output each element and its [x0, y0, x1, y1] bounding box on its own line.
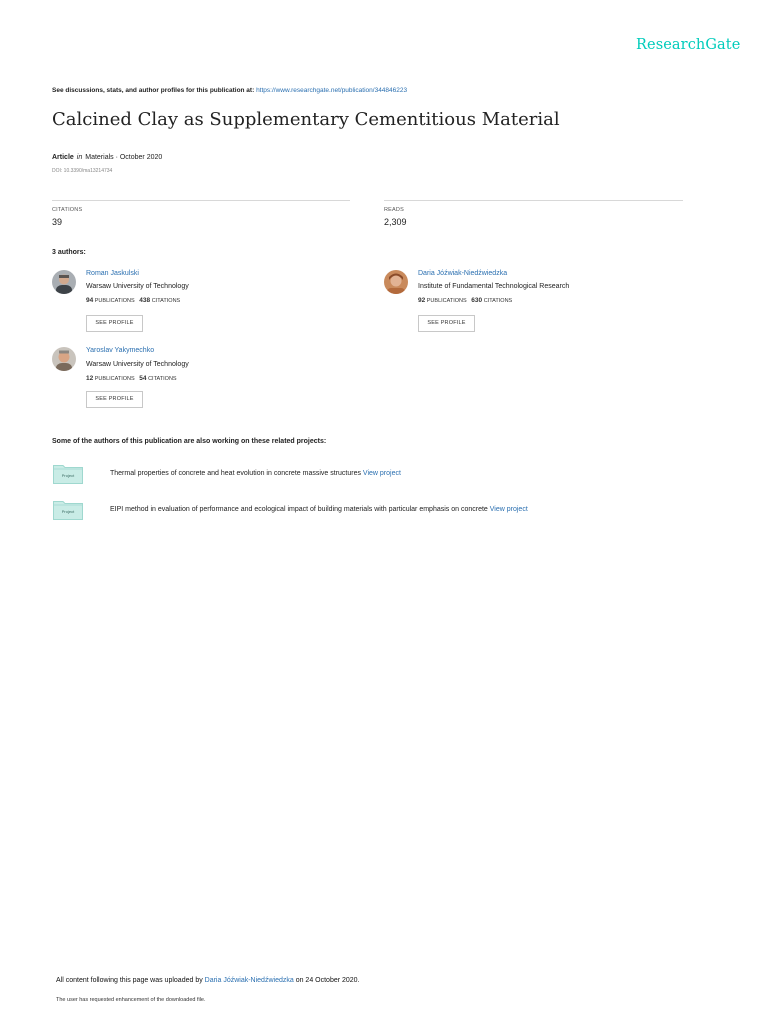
publication-title: Calcined Clay as Supplementary Cementitious Material	[52, 109, 560, 130]
project-title: EIPI method in evaluation of performance and ecological impact of building materials with particular emphasis on concrete	[110, 506, 490, 513]
journal-date: Materials · October 2020	[85, 154, 163, 161]
article-type: Article	[52, 154, 74, 161]
project-folder-icon	[53, 464, 83, 484]
author-avatar[interactable]	[52, 270, 76, 294]
project-icon-label: Project	[61, 509, 75, 514]
author-institution: Institute of Fundamental Technological Research	[418, 283, 570, 290]
publications-count: 94	[86, 297, 94, 304]
reads-divider	[384, 200, 683, 201]
project-title: Thermal properties of concrete and heat evolution in concrete massive structures	[110, 470, 363, 477]
authors-heading: 3 authors:	[52, 249, 86, 256]
reads-value: 2,309	[384, 217, 407, 227]
publications-label: PUBLICATIONS	[94, 376, 135, 382]
author-avatar[interactable]	[384, 270, 408, 294]
author-avatar[interactable]	[52, 347, 76, 371]
view-project-link[interactable]: View project	[362, 470, 401, 477]
publication-meta	[52, 154, 162, 161]
see-profile-button[interactable]: SEE PROFILE	[86, 315, 143, 332]
enhancement-note: The user has requested enhancement of the downloaded file.	[56, 997, 206, 1003]
upload-suffix: on 24 October 2020.	[293, 977, 360, 984]
see-profile-button[interactable]: SEE PROFILE	[86, 391, 143, 408]
project-icon-label: Project	[61, 473, 75, 478]
publications-label: PUBLICATIONS	[94, 298, 135, 304]
publication-url-link[interactable]: https://www.researchgate.net/publication/344846223	[256, 87, 408, 94]
citations-count: 630	[471, 297, 483, 304]
citations-count: 438	[139, 297, 151, 304]
project-folder-icon	[53, 500, 83, 520]
citations-value: 39	[52, 217, 63, 227]
citations-label: CITATIONS	[151, 298, 181, 304]
project-item	[110, 506, 528, 513]
discussion-line	[52, 87, 407, 94]
author-stats	[418, 297, 512, 304]
uploader-link[interactable]: Daria Jóźwiak-Niedźwiedzka	[204, 977, 294, 984]
citations-divider	[52, 200, 350, 201]
doi: DOI: 10.3390/ma13214734	[52, 168, 113, 174]
citations-label: CITATIONS	[52, 207, 83, 213]
view-project-link[interactable]: View project	[489, 506, 528, 513]
author-name-link[interactable]: Yaroslav Yakymechko	[86, 347, 155, 354]
publications-count: 12	[86, 375, 94, 382]
author-stats	[86, 297, 180, 304]
upload-note	[56, 977, 360, 984]
publications-count: 92	[418, 297, 426, 304]
publications-label: PUBLICATIONS	[426, 298, 467, 304]
citations-label: CITATIONS	[148, 376, 177, 382]
related-projects-heading: Some of the authors of this publication are also working on these related projects:	[52, 438, 327, 445]
person-photo-icon	[384, 270, 408, 294]
author-name-link[interactable]: Roman Jaskulski	[86, 270, 139, 277]
discussion-text: See discussions, stats, and author profiles for this publication at:	[52, 87, 257, 94]
citations-label: CITATIONS	[483, 298, 513, 304]
reads-label: READS	[384, 207, 404, 213]
project-item	[110, 470, 401, 477]
author-stats	[86, 375, 177, 382]
in-label: in	[76, 154, 83, 161]
see-profile-button[interactable]: SEE PROFILE	[418, 315, 475, 332]
author-institution: Warsaw University of Technology	[86, 283, 189, 290]
person-photo-icon	[52, 347, 76, 371]
author-name-link[interactable]: Daria Jóźwiak-Niedźwiedzka	[418, 270, 508, 277]
person-photo-icon	[52, 270, 76, 294]
upload-prefix: All content following this page was uploaded by	[56, 977, 205, 984]
author-institution: Warsaw University of Technology	[86, 361, 189, 368]
citations-count: 54	[139, 375, 147, 382]
researchgate-logo[interactable]: ResearchGate	[636, 37, 741, 53]
